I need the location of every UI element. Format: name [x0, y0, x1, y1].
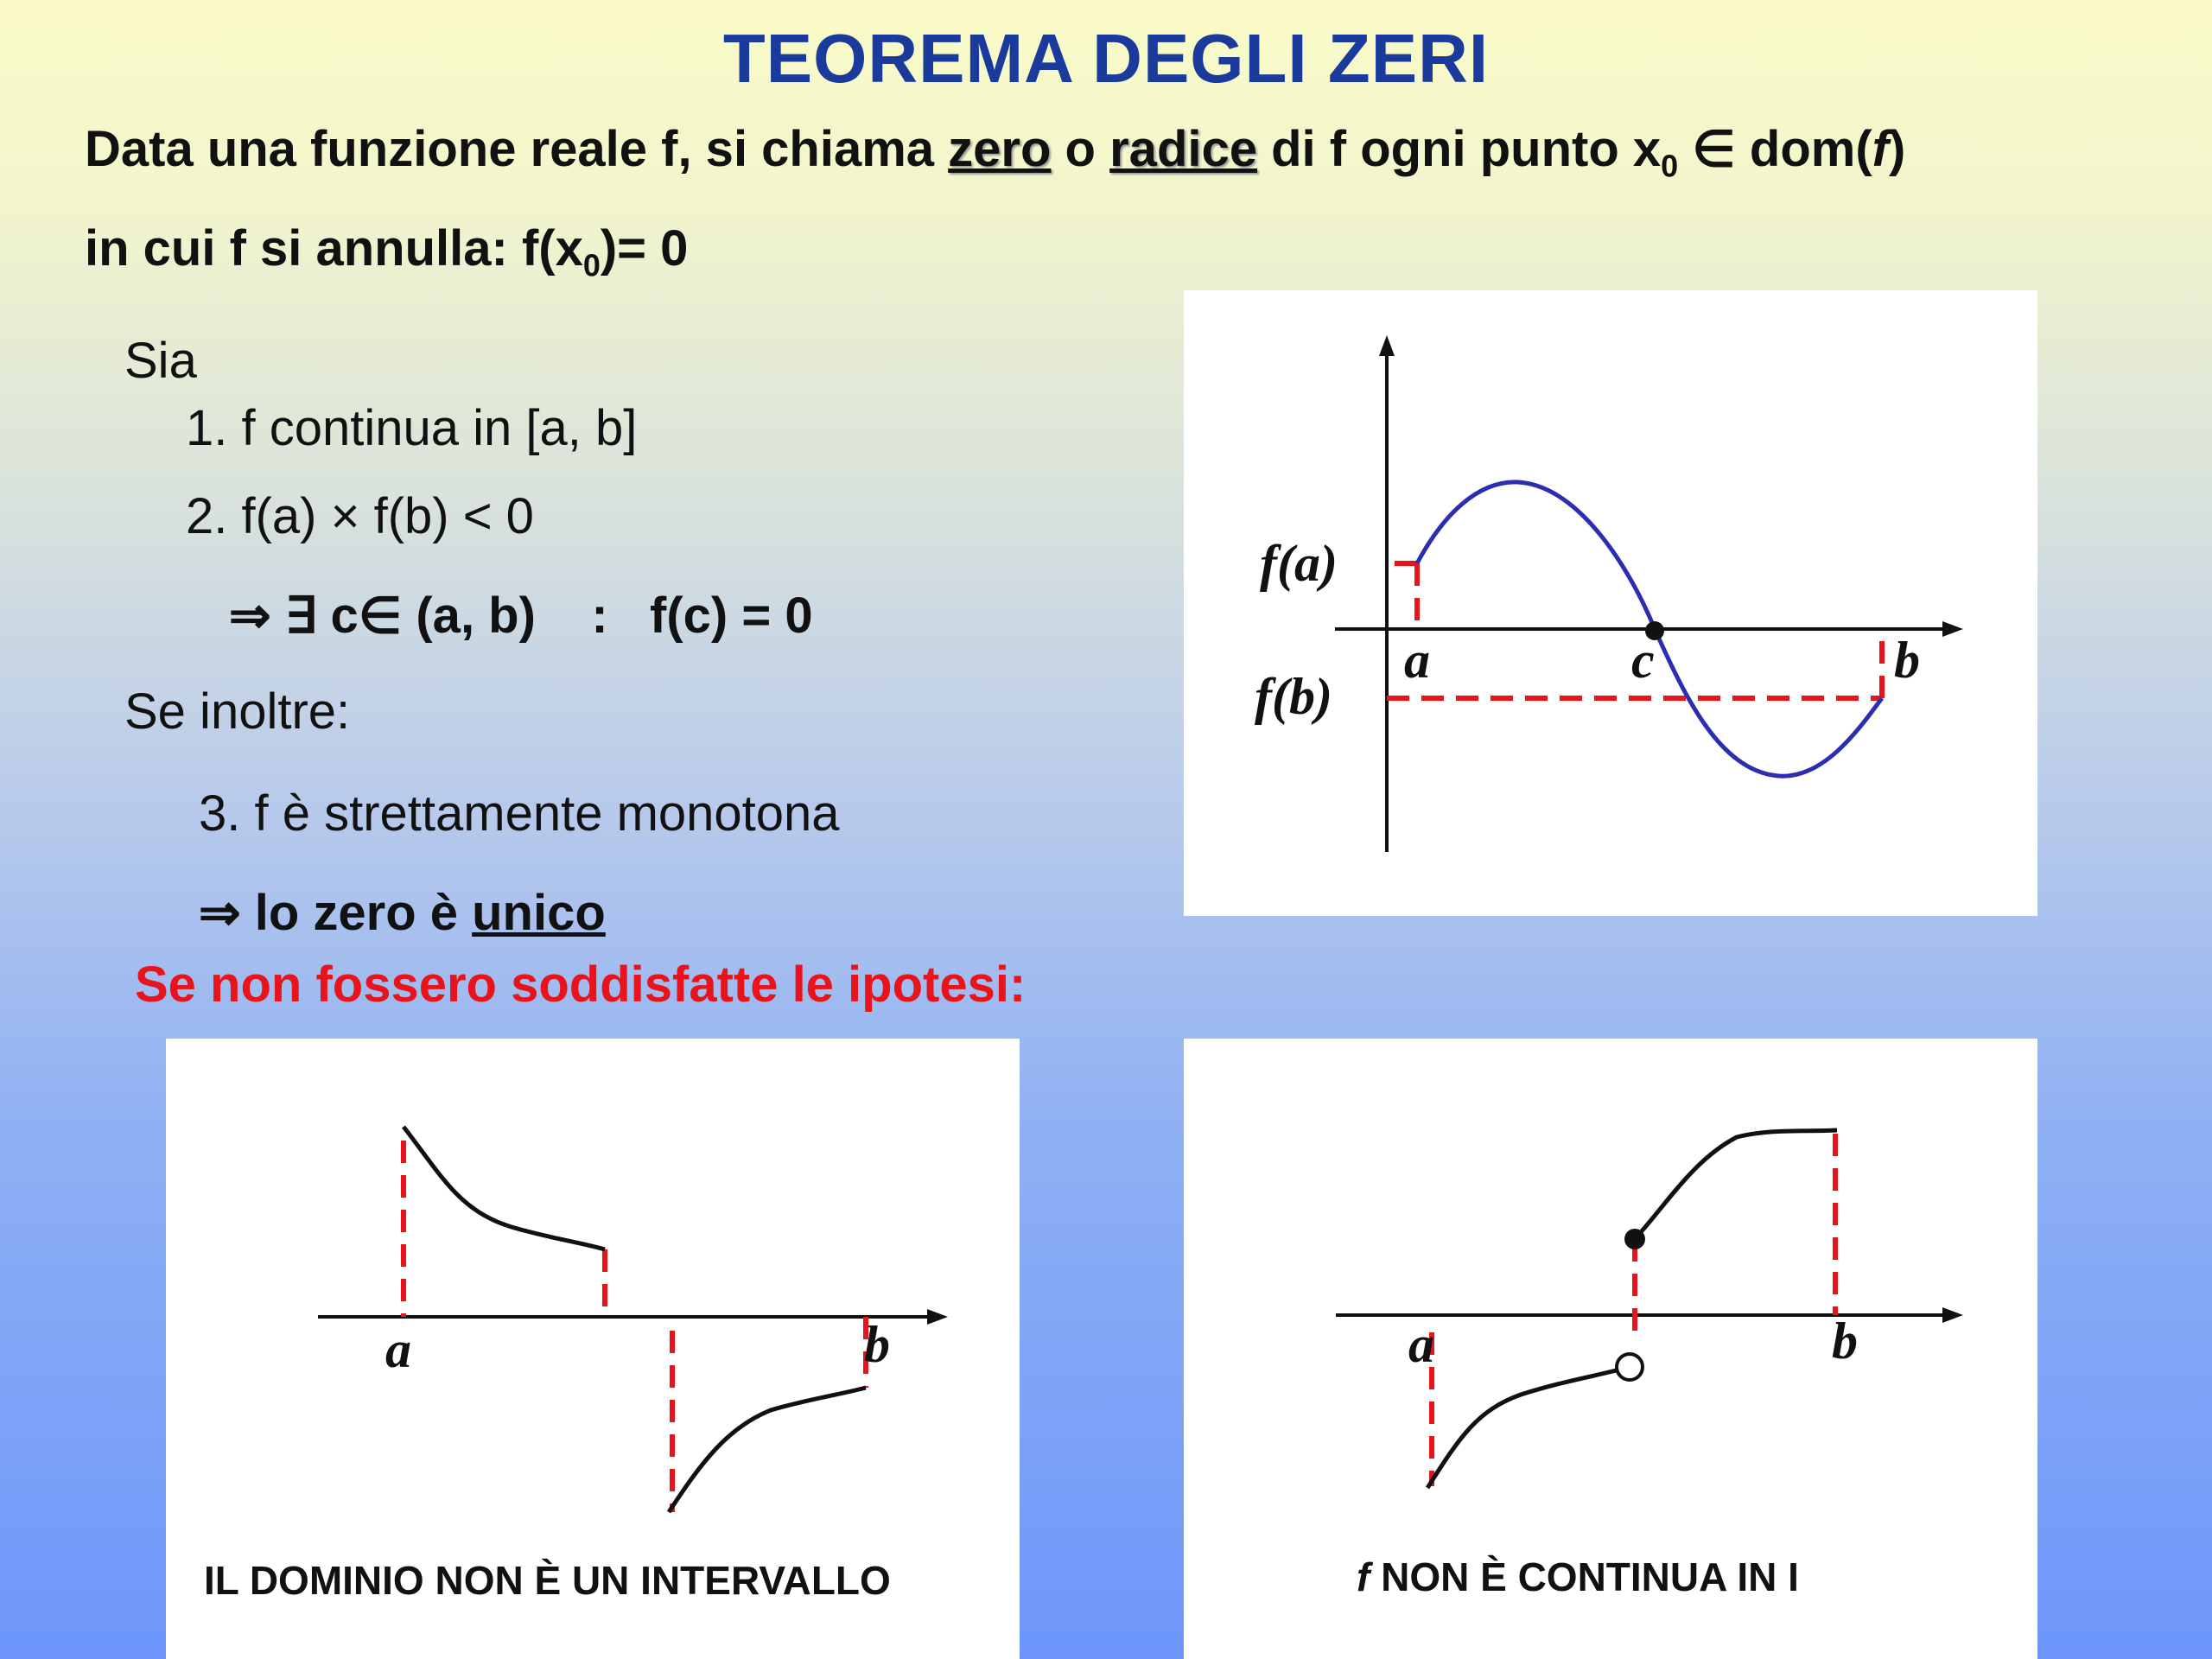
- label-a: a: [1408, 1316, 1434, 1373]
- label-b: b: [1832, 1313, 1858, 1370]
- label-c: c: [1631, 632, 1655, 689]
- definition-text: di f ogni punto x: [1257, 121, 1662, 177]
- label-b: b: [1894, 632, 1920, 689]
- sia-label: Sia: [124, 333, 197, 389]
- label-a: a: [385, 1321, 411, 1378]
- definition-text: f: [1872, 121, 1889, 177]
- curve-upper-branch: [404, 1127, 605, 1249]
- definition-text: ): [1888, 121, 1906, 177]
- caption-f: f: [1357, 1554, 1370, 1599]
- definition-text: ∈ dom(: [1678, 121, 1872, 177]
- left-graph-caption: IL DOMINIO NON È UN INTERVALLO: [204, 1558, 891, 1603]
- label-fb: f(b): [1255, 668, 1332, 725]
- conclusion-existence: ⇒ ∃ c∈ (a, b) : f(c) = 0: [229, 588, 813, 644]
- curve-right-branch: [1635, 1130, 1837, 1239]
- filled-point-icon: [1624, 1229, 1645, 1249]
- unico-word: unico: [472, 885, 606, 941]
- curve-lower-branch: [669, 1388, 866, 1512]
- warning-heading: Se non fossero soddisfatte le ipotesi:: [135, 957, 1027, 1013]
- definition-text: Data una funzione reale f, si chiama: [85, 121, 949, 177]
- dashed-guides: [404, 1141, 866, 1512]
- conclusion-text: ⇒ lo zero è: [199, 885, 473, 941]
- dashed-guides: [1432, 1134, 1835, 1486]
- x-axis-arrow-icon: [1942, 621, 1963, 637]
- slide-title: TEOREMA DEGLI ZERI: [722, 20, 1490, 97]
- definition-text: )= 0: [600, 220, 689, 276]
- hypothesis-1: 1. f continua in [a, b]: [186, 400, 638, 456]
- left-graph-panel: [166, 1039, 1020, 1659]
- subscript: 0: [582, 247, 601, 283]
- y-axis-arrow-icon: [1379, 335, 1395, 356]
- main-graph: [1184, 290, 2037, 916]
- label-fa: f(a): [1260, 535, 1338, 592]
- x-axis-arrow-icon: [927, 1309, 948, 1325]
- x-axis-arrow-icon: [1942, 1307, 1963, 1323]
- definition-line-2: [85, 219, 688, 284]
- subscript: 0: [1661, 148, 1679, 184]
- right-graph-panel: [1184, 1039, 2037, 1659]
- term-zero: zero: [948, 121, 1052, 177]
- open-point-icon: [1617, 1354, 1643, 1380]
- term-radice: radice: [1109, 121, 1257, 177]
- se-inoltre-label: Se inoltre:: [124, 683, 351, 740]
- label-b: b: [864, 1316, 890, 1373]
- right-graph-caption: [1357, 1554, 1799, 1600]
- conclusion-uniqueness: [199, 883, 606, 942]
- hypothesis-2: 2. f(a) × f(b) < 0: [186, 488, 534, 544]
- definition-text: o: [1051, 121, 1110, 177]
- definition-line-1: [85, 119, 1905, 185]
- definition-text: in cui f si annulla: f(x: [85, 220, 583, 276]
- main-graph-panel: [1184, 290, 2037, 916]
- curve-left-branch: [1427, 1367, 1630, 1488]
- caption-text: NON È CONTINUA IN I: [1370, 1554, 1799, 1599]
- label-a: a: [1404, 632, 1430, 689]
- hypothesis-3: 3. f è strettamente monotona: [199, 785, 840, 842]
